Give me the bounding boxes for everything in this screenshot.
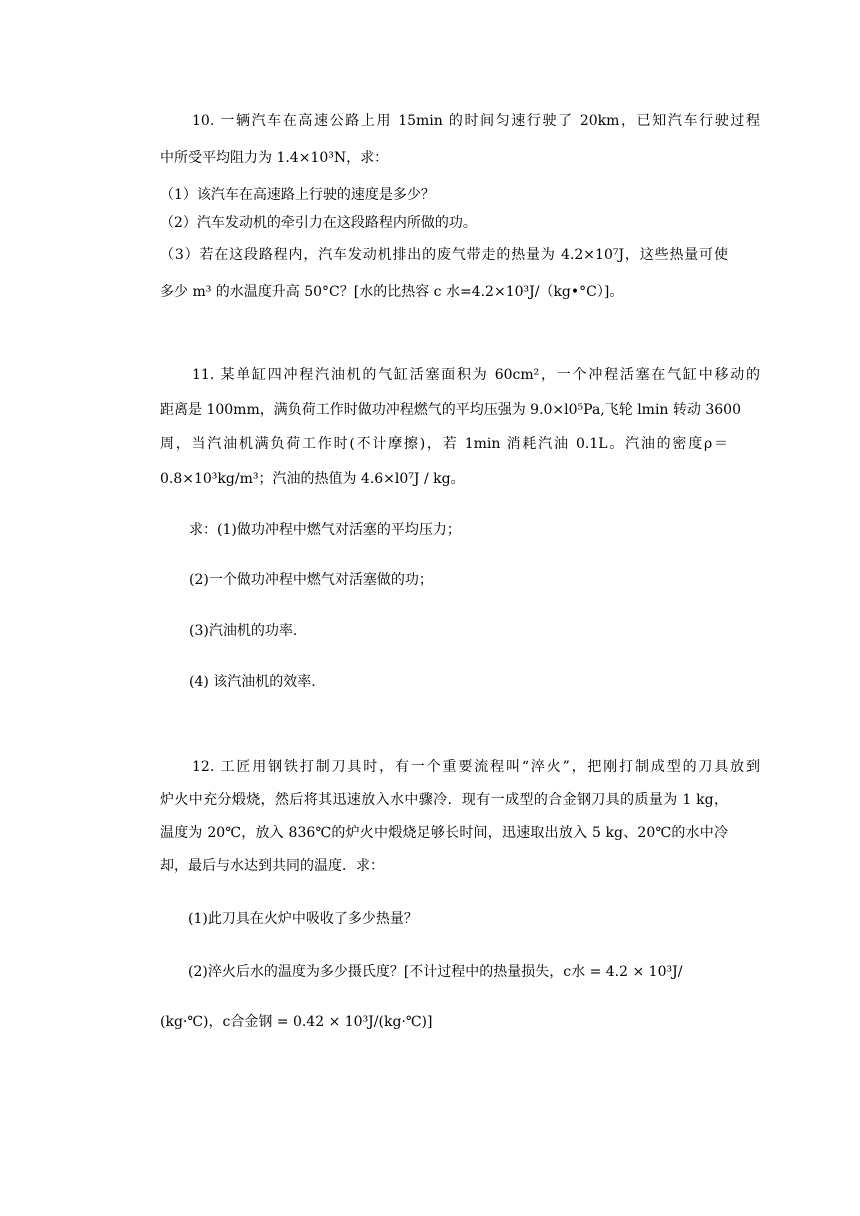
q11-line-1: 11. 某单缸四冲程汽油机的气缸活塞面积为 60cm²，一个冲程活塞在气缸中移动的: [192, 367, 760, 383]
q10-line-3: （1）该汽车在高速路上行驶的速度是多少？: [160, 187, 435, 203]
q11-line-8: (4) 该汽油机的效率.: [189, 674, 316, 690]
q11-line-5: 求：(1)做功冲程中燃气对活塞的平均压力；: [189, 522, 461, 538]
q11-line-6: (2)一个做功冲程中燃气对活塞做的功；: [189, 572, 433, 588]
q12-line-3: 温度为 20℃，放入 836℃的炉火中煅烧足够长时间，迅速取出放入 5 kg、20℃的水中冷: [160, 825, 728, 841]
q12-line-6: (2)淬火后水的温度为多少摄氏度？[不计过程中的热量损失，c水 = 4.2 × 10³J/: [188, 964, 683, 980]
q10-line-4: （2）汽车发动机的牵引力在这段路程内所做的功。: [160, 215, 477, 231]
q12-line-5: (1)此刀具在火炉中吸收了多少热量？: [188, 911, 418, 927]
q10-line-5: （3）若在这段路程内，汽车发动机排出的废气带走的热量为 4.2×10⁷J，这些热量可使: [160, 247, 728, 263]
q12-line-1: 12. 工匠用钢铁打制刀具时，有一个重要流程叫“淬火”，把刚打制成型的刀具放到: [192, 759, 760, 775]
q12-line-4: 却，最后与水达到共同的温度．求：: [160, 858, 384, 874]
q12-line-7: (kg·℃)，c合金钢 = 0.42 × 10³J/(kg·℃)]: [160, 1014, 433, 1030]
q11-line-7: (3)汽油机的功率.: [189, 623, 298, 639]
q10-line-6: 多少 m³ 的水温度升高 50°C？[水的比热容 c 水=4.2×10³J/（kg•°C）]。: [160, 284, 624, 300]
q11-line-4: 0.8×10³kg/m³；汽油的热值为 4.6×l0⁷J / kg。: [160, 471, 465, 487]
q11-line-3: 周，当汽油机满负荷工作时(不计摩擦)，若 1min 消耗汽油 0.1L。汽油的密度ρ＝: [160, 436, 728, 452]
q10-line-2: 中所受平均阻力为 1.4×10³N，求：: [160, 150, 389, 166]
q11-line-2: 距离是 100mm，满负荷工作时做功冲程燃气的平均压强为 9.0×l0⁵Pa,飞轮 lmin 转动 3600: [160, 402, 741, 418]
q12-line-2: 炉火中充分煅烧，然后将其迅速放入水中骤冷．现有一成型的合金钢刀具的质量为 1 kg，: [160, 792, 728, 808]
q10-line-1: 10. 一辆汽车在高速公路上用 15min 的时间匀速行驶了 20km，已知汽车行驶过程: [192, 113, 760, 129]
